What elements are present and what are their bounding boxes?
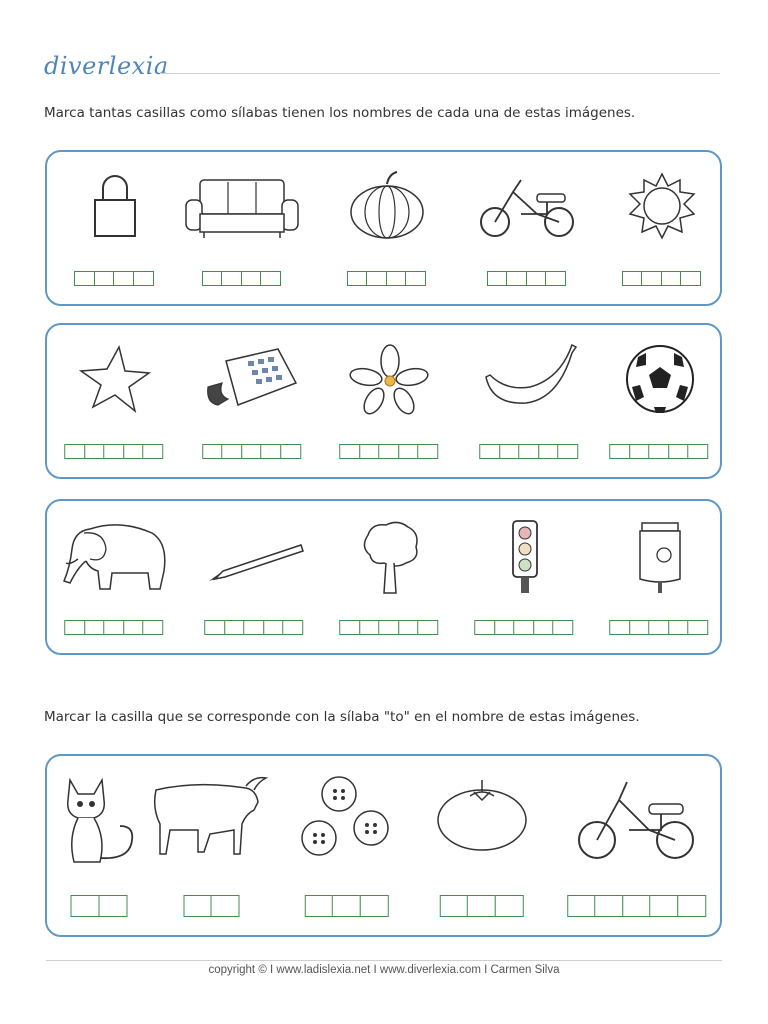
item-padlock bbox=[57, 152, 172, 304]
syllable-checkbox[interactable] bbox=[123, 620, 144, 635]
syllable-checkbox[interactable] bbox=[526, 271, 547, 286]
syllable-checkbox[interactable] bbox=[417, 444, 438, 459]
syllable-checkbox[interactable] bbox=[366, 271, 387, 286]
syllable-boxes bbox=[348, 271, 426, 286]
syllable-checkbox[interactable] bbox=[359, 620, 380, 635]
syllable-checkbox[interactable] bbox=[629, 620, 650, 635]
syllable-checkbox[interactable] bbox=[103, 620, 124, 635]
syllable-checkbox[interactable] bbox=[224, 620, 245, 635]
syllable-checkbox[interactable] bbox=[113, 271, 134, 286]
syllable-checkbox[interactable] bbox=[467, 895, 496, 917]
soccer-ball-icon bbox=[624, 343, 696, 415]
syllable-checkbox[interactable] bbox=[202, 271, 223, 286]
syllable-boxes bbox=[185, 895, 240, 917]
pumpkin-icon bbox=[347, 170, 427, 242]
item-sofa bbox=[177, 152, 307, 304]
syllable-checkbox[interactable] bbox=[567, 895, 596, 917]
instruction-text-2: Marcar la casilla que se corresponde con la sílaba "to" en el nombre de estas imágenes. bbox=[44, 709, 640, 725]
syllable-boxes bbox=[568, 895, 706, 917]
syllable-checkbox[interactable] bbox=[260, 271, 281, 286]
syllable-checkbox[interactable] bbox=[398, 620, 419, 635]
syllable-checkbox[interactable] bbox=[74, 271, 95, 286]
syllable-checkbox[interactable] bbox=[211, 895, 240, 917]
footer-credits: copyright © I www.ladislexia.net I www.diverlexia.com I Carmen Silva bbox=[208, 964, 560, 976]
syllable-boxes bbox=[66, 620, 164, 635]
moped-icon bbox=[575, 774, 699, 864]
syllable-checkbox[interactable] bbox=[142, 620, 163, 635]
syllable-boxes bbox=[76, 271, 154, 286]
item-bull bbox=[147, 756, 277, 935]
syllable-checkbox[interactable] bbox=[71, 895, 100, 917]
exercise-panel-row-2 bbox=[45, 323, 722, 479]
item-traffic-light bbox=[467, 501, 582, 653]
sun-icon bbox=[626, 170, 698, 242]
item-banana bbox=[462, 325, 597, 477]
syllable-checkbox[interactable] bbox=[183, 895, 212, 917]
syllable-checkbox[interactable] bbox=[202, 444, 223, 459]
syllable-checkbox[interactable] bbox=[347, 271, 368, 286]
item-tomato bbox=[417, 756, 547, 935]
syllable-checkbox[interactable] bbox=[494, 620, 515, 635]
telephone-icon bbox=[204, 343, 300, 415]
syllable-checkbox[interactable] bbox=[405, 271, 426, 286]
syllable-checkbox[interactable] bbox=[594, 895, 623, 917]
tree-icon bbox=[358, 519, 422, 595]
syllable-checkbox[interactable] bbox=[661, 271, 682, 286]
item-moped-2 bbox=[552, 756, 722, 935]
syllable-boxes bbox=[341, 620, 439, 635]
tomato-icon bbox=[434, 774, 530, 854]
trash-bin-icon bbox=[636, 519, 684, 595]
sofa-icon bbox=[182, 170, 302, 242]
syllable-checkbox[interactable] bbox=[648, 620, 669, 635]
syllable-boxes bbox=[306, 895, 389, 917]
syllable-boxes bbox=[203, 444, 301, 459]
syllable-checkbox[interactable] bbox=[506, 271, 527, 286]
syllable-checkbox[interactable] bbox=[622, 895, 651, 917]
exercise-panel-row-3 bbox=[45, 499, 722, 655]
logo: diverlexia bbox=[44, 52, 169, 80]
syllable-checkbox[interactable] bbox=[304, 895, 333, 917]
traffic-light-icon bbox=[505, 519, 545, 595]
syllable-boxes bbox=[481, 444, 579, 459]
syllable-checkbox[interactable] bbox=[552, 620, 573, 635]
syllable-checkbox[interactable] bbox=[609, 620, 630, 635]
syllable-checkbox[interactable] bbox=[474, 620, 495, 635]
exercise-panel-row-1 bbox=[45, 150, 722, 306]
syllable-checkbox[interactable] bbox=[668, 620, 689, 635]
syllable-checkbox[interactable] bbox=[98, 895, 127, 917]
syllable-checkbox[interactable] bbox=[123, 444, 144, 459]
item-elephant bbox=[52, 501, 177, 653]
syllable-checkbox[interactable] bbox=[668, 444, 689, 459]
syllable-checkbox[interactable] bbox=[439, 895, 468, 917]
syllable-checkbox[interactable] bbox=[533, 620, 554, 635]
syllable-checkbox[interactable] bbox=[103, 444, 124, 459]
syllable-checkbox[interactable] bbox=[494, 895, 523, 917]
instruction-text-1: Marca tantas casillas como sílabas tienen los nombres de cada una de estas imágenes. bbox=[44, 105, 636, 121]
pencil-icon bbox=[205, 519, 305, 591]
syllable-checkbox[interactable] bbox=[487, 271, 508, 286]
syllable-checkbox[interactable] bbox=[282, 620, 303, 635]
syllable-checkbox[interactable] bbox=[649, 895, 678, 917]
item-moped bbox=[457, 152, 597, 304]
syllable-checkbox[interactable] bbox=[142, 444, 163, 459]
elephant-icon bbox=[60, 519, 170, 593]
syllable-checkbox[interactable] bbox=[687, 620, 708, 635]
syllable-boxes bbox=[476, 620, 574, 635]
syllable-checkbox[interactable] bbox=[332, 895, 361, 917]
syllable-checkbox[interactable] bbox=[677, 895, 706, 917]
flower-icon bbox=[348, 343, 432, 415]
banana-icon bbox=[482, 343, 578, 415]
item-star bbox=[52, 325, 177, 477]
syllable-checkbox[interactable] bbox=[479, 444, 500, 459]
star-icon bbox=[79, 343, 151, 415]
syllable-checkbox[interactable] bbox=[513, 620, 534, 635]
syllable-checkbox[interactable] bbox=[221, 271, 242, 286]
moped-icon bbox=[477, 170, 577, 242]
item-tree bbox=[332, 501, 447, 653]
item-sun bbox=[602, 152, 722, 304]
syllable-checkbox[interactable] bbox=[378, 444, 399, 459]
syllable-checkbox[interactable] bbox=[204, 620, 225, 635]
syllable-boxes bbox=[66, 444, 164, 459]
syllable-checkbox[interactable] bbox=[359, 895, 388, 917]
bull-icon bbox=[150, 774, 274, 860]
syllable-checkbox[interactable] bbox=[609, 444, 630, 459]
syllable-checkbox[interactable] bbox=[538, 444, 559, 459]
item-pumpkin bbox=[322, 152, 452, 304]
syllable-checkbox[interactable] bbox=[680, 271, 701, 286]
item-trash-bin bbox=[602, 501, 717, 653]
syllable-checkbox[interactable] bbox=[133, 271, 154, 286]
syllable-checkbox[interactable] bbox=[263, 620, 284, 635]
item-soccer-ball bbox=[602, 325, 717, 477]
syllable-boxes bbox=[72, 895, 127, 917]
syllable-checkbox[interactable] bbox=[243, 620, 264, 635]
header-rule bbox=[160, 73, 720, 74]
syllable-checkbox[interactable] bbox=[417, 620, 438, 635]
item-buttons bbox=[287, 756, 407, 935]
syllable-checkbox[interactable] bbox=[339, 444, 360, 459]
syllable-checkbox[interactable] bbox=[398, 444, 419, 459]
syllable-checkbox[interactable] bbox=[545, 271, 566, 286]
syllable-checkbox[interactable] bbox=[84, 620, 105, 635]
syllable-checkbox[interactable] bbox=[64, 444, 85, 459]
item-telephone bbox=[187, 325, 317, 477]
padlock-icon bbox=[85, 170, 145, 242]
syllable-checkbox[interactable] bbox=[64, 620, 85, 635]
syllable-boxes bbox=[203, 271, 281, 286]
item-pencil bbox=[192, 501, 317, 653]
buttons-icon bbox=[299, 774, 395, 864]
syllable-checkbox[interactable] bbox=[260, 444, 281, 459]
syllable-checkbox[interactable] bbox=[687, 444, 708, 459]
syllable-boxes bbox=[488, 271, 566, 286]
cat-icon bbox=[60, 774, 140, 866]
item-flower bbox=[332, 325, 447, 477]
syllable-checkbox[interactable] bbox=[359, 444, 380, 459]
syllable-checkbox[interactable] bbox=[641, 271, 662, 286]
footer-rule bbox=[46, 960, 722, 961]
syllable-boxes bbox=[611, 620, 709, 635]
item-cat bbox=[52, 756, 147, 935]
syllable-checkbox[interactable] bbox=[94, 271, 115, 286]
exercise-panel-syllable-to bbox=[45, 754, 722, 937]
syllable-checkbox[interactable] bbox=[221, 444, 242, 459]
syllable-boxes bbox=[341, 444, 439, 459]
syllable-boxes bbox=[206, 620, 304, 635]
syllable-checkbox[interactable] bbox=[622, 271, 643, 286]
syllable-checkbox[interactable] bbox=[241, 444, 262, 459]
syllable-checkbox[interactable] bbox=[84, 444, 105, 459]
syllable-checkbox[interactable] bbox=[648, 444, 669, 459]
syllable-checkbox[interactable] bbox=[386, 271, 407, 286]
syllable-checkbox[interactable] bbox=[339, 620, 360, 635]
syllable-checkbox[interactable] bbox=[518, 444, 539, 459]
syllable-boxes bbox=[611, 444, 709, 459]
syllable-checkbox[interactable] bbox=[280, 444, 301, 459]
syllable-checkbox[interactable] bbox=[557, 444, 578, 459]
syllable-boxes bbox=[441, 895, 524, 917]
syllable-checkbox[interactable] bbox=[629, 444, 650, 459]
syllable-checkbox[interactable] bbox=[499, 444, 520, 459]
syllable-checkbox[interactable] bbox=[241, 271, 262, 286]
syllable-boxes bbox=[623, 271, 701, 286]
syllable-checkbox[interactable] bbox=[378, 620, 399, 635]
